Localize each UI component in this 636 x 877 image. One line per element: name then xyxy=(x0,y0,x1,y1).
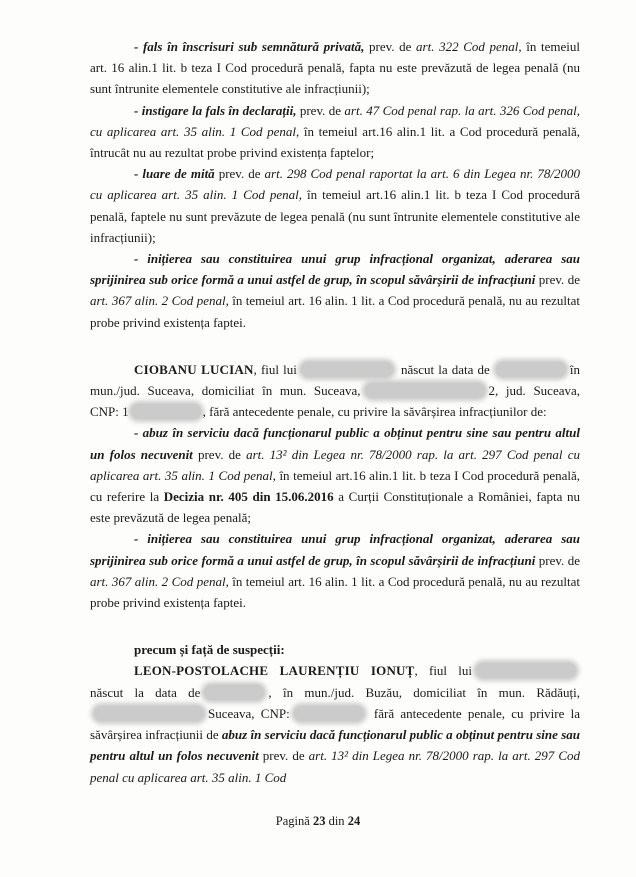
charge-paragraph-1: - fals în înscrisuri sub semnătură privată, prev. de art. 322 Cod penal, în temeiul art. 16 alin.1 lit. b teza I Cod procedură penală, fapta nu este prevăzută de legea penală (nu sunt întrunite elementele constitutive ale infracțiunii); xyxy=(90,39,581,97)
person-name: LEON-POSTOLACHE LAURENȚIU IONUȚ xyxy=(134,663,415,679)
page-total: 24 xyxy=(347,814,361,828)
decision-reference: Decizia nr. 405 din 15.06.2016 xyxy=(163,489,334,505)
charge-title: - inițierea sau constituirea unui grup infracțional organizat, aderarea sau sprijinirea sub orice formă a unui astfel de grup, în scopul săvârșirii de infracțiuni xyxy=(90,531,580,568)
legal-reference: art. 322 Cod penal xyxy=(416,39,519,54)
charge-paragraph-3: - luare de mită prev. de art. 298 Cod penal raportat la art. 6 din Legea nr. 78/2000 cu aplicarea art. 35 alin. 1 Cod penal, în temeiul art.16 alin.1 lit. b teza I Cod procedură penală, faptele nu sunt prevăzute de legea penală (nu sunt întrunite elementele constitutive ale infracțiunii); xyxy=(90,166,581,245)
legal-reference: art. 47 Cod penal rap. la art. 326 Cod penal, cu aplicarea art. 35 alin. 1 Cod penal xyxy=(90,102,580,139)
legal-reference: art. 367 alin. 2 Cod penal, xyxy=(90,573,229,589)
page-footer: Pagină 23 din 24 xyxy=(275,814,361,828)
redaction-mark xyxy=(496,362,566,377)
charge-title: - abuz în serviciu dacă funcționarul public a obținut pentru sine sau pentru altul un folos necuvenit xyxy=(90,425,580,462)
suspects-intro: precum și față de suspecții: xyxy=(134,642,285,658)
charge-title: - luare de mită xyxy=(134,166,215,182)
redaction-mark xyxy=(294,706,364,721)
charge-paragraph-6: - inițierea sau constituirea unui grup infracțional organizat, aderarea sau sprijinirea sub orice formă a unui astfel de grup, în scopul săvârșirii de infracțiuni prev. de art. 367 alin. 2 Cod penal, în temeiul art. 16 alin. 1 lit. a Cod procedură penală, nu au rezultat probe privind existența faptei. xyxy=(90,531,580,611)
redaction-mark xyxy=(94,706,204,721)
person-name: CIOBANU LUCIAN xyxy=(134,361,254,377)
legal-reference: art. 298 Cod penal raportat la art. 6 din Legea nr. 78/2000 cu aplicarea art. 35 alin. 1 Cod penal, xyxy=(90,166,581,203)
redaction-mark xyxy=(365,383,485,398)
charge-title: - inițierea sau constituirea unui grup infracțional organizat, aderarea sau sprijinirea sub orice formă a unui astfel de grup, în scopul săvârșirii de infracțiuni xyxy=(90,251,580,288)
legal-reference: art. 13² din Legea nr. 78/2000 rap. la art. 297 Cod penal cu aplicarea art. 35 alin. 1 Cod xyxy=(90,748,580,785)
document-body xyxy=(90,36,580,788)
redaction-mark xyxy=(476,663,576,678)
redaction-mark xyxy=(204,685,264,700)
charge-paragraph-4: - inițierea sau constituirea unui grup infracțional organizat, aderarea sau sprijinirea sub orice formă a unui astfel de grup, în scopul săvârșirii de infracțiuni prev. de art. 367 alin. 2 Cod penal, în temeiul art. 16 alin. 1 lit. a Cod procedură penală, nu au rezultat probe privind existența faptei. xyxy=(90,251,580,330)
legal-reference: art. 13² din Legea nr. 78/2000 rap. la art. 297 Cod penal cu aplicarea art. 35 alin. 1 Cod penal, xyxy=(90,446,580,483)
charge-title: - fals în înscrisuri sub semnătură privată, xyxy=(134,39,365,54)
redaction-mark xyxy=(301,362,393,377)
charge-paragraph-2: - instigare la fals în declarații, prev. de art. 47 Cod penal rap. la art. 326 Cod penal, cu aplicarea art. 35 alin. 1 Cod penal, în temeiul art.16 alin.1 lit. a Cod procedură penală, întrucât nu au rezultat probe privind existența faptelor; xyxy=(90,102,580,161)
redaction-mark xyxy=(131,404,201,419)
person-paragraph-ciobanu: CIOBANU LUCIAN, fiul lui născut la data de în mun./jud. Suceava, domiciliat în mun. Suceava, 2, jud. Suceava, CNP: 1 , fără antecedente penale, cu privire la săvârșirea infracțiunilor de: xyxy=(90,361,581,420)
legal-reference: art. 367 alin. 2 Cod penal, xyxy=(90,293,229,309)
charge-paragraph-5: - abuz în serviciu dacă funcționarul public a obținut pentru sine sau pentru altul un folos necuvenit prev. de art. 13² din Legea nr. 78/2000 rap. la art. 297 Cod penal cu aplicarea art. 35 alin. 1 Cod penal, în temeiul art.16 alin.1 lit. b teza I Cod procedură penală, cu referire la Decizia nr. 405 din 15.06.2016 a Curții Constituționale a României, fapta nu este prevăzută de legea penală; xyxy=(90,425,580,526)
person-paragraph-leon-postolache: LEON-POSTOLACHE LAURENȚIU IONUȚ, fiul lui născut la data de , în mun./jud. Buzău, domiciliat în mun. Rădăuți,Suceava, CNP: fără antecedente penale, cu privire la săvârșirea infracțiunii de abuz în serviciu dacă funcționarul public a obținut pentru sine sau pentru altul un folos necuvenit prev. de art. 13² din Legea nr. 78/2000 rap. la art. 297 Cod penal cu aplicarea art. 35 alin. 1 Cod xyxy=(90,663,581,785)
offense-title: abuz în serviciu dacă funcționarul public a obținut pentru sine sau pentru altul un folos necuvenit xyxy=(90,727,580,764)
charge-title: - instigare la fals în declarații, xyxy=(134,102,297,118)
page-number: 23 xyxy=(312,814,326,828)
